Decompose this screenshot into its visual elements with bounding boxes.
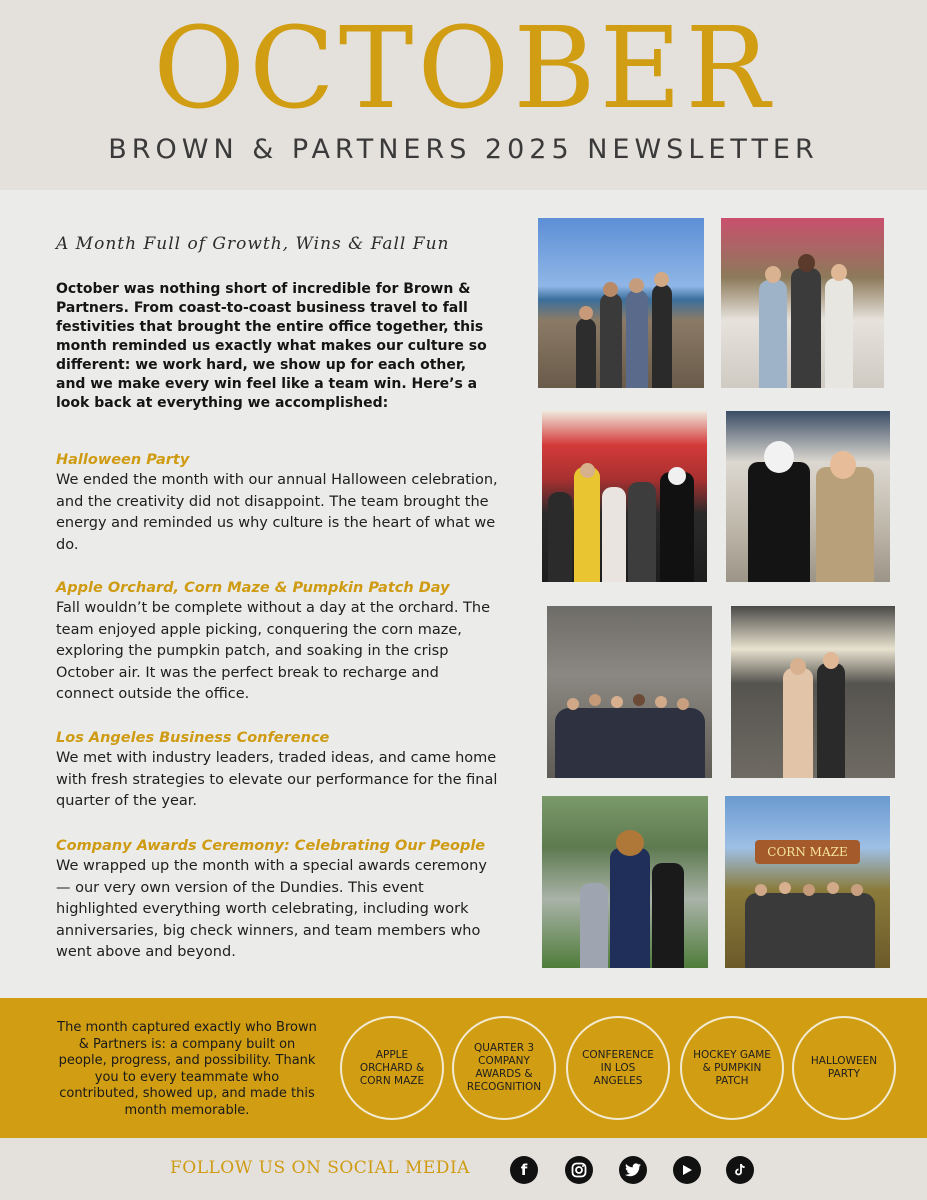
main-content — [0, 190, 927, 998]
summary-band — [0, 998, 927, 1138]
section-title: Los Angeles Business Conference — [56, 730, 330, 746]
page-title: OCTOBER — [153, 4, 774, 134]
youtube-icon[interactable] — [673, 1156, 701, 1184]
photo-conference-group — [547, 606, 712, 778]
tagline: A Month Full of Growth, Wins & Fall Fun — [56, 234, 450, 254]
instagram-icon[interactable] — [565, 1156, 593, 1184]
header — [0, 0, 927, 190]
photo-corn-maze-group — [725, 796, 890, 968]
highlight-circle-conference: CONFERENCE IN LOS ANGELES — [566, 1016, 670, 1120]
photo-costume-pair — [726, 411, 890, 582]
highlight-circle-orchard: APPLE ORCHARD & CORN MAZE — [340, 1016, 444, 1120]
highlight-circle-awards: QUARTER 3 COMPANY AWARDS & RECOGNITION — [452, 1016, 556, 1120]
twitter-icon[interactable] — [619, 1156, 647, 1184]
section-title: Apple Orchard, Corn Maze & Pumpkin Patch Day — [56, 580, 450, 596]
follow-label: FOLLOW US ON SOCIAL MEDIA — [170, 1158, 470, 1178]
photo-hockey-mascot — [542, 796, 708, 968]
highlight-circle-hockey: HOCKEY GAME & PUMPKIN PATCH — [680, 1016, 784, 1120]
highlight-circle-halloween: HALLOWEEN PARTY — [792, 1016, 896, 1120]
section-la-conference — [56, 728, 501, 813]
tiktok-icon[interactable] — [726, 1156, 754, 1184]
section-body: We ended the month with our annual Halloween celebration, and the creativity did not disappoint. The team brought the energy and reminded us why culture is the heart of what we do. — [56, 472, 498, 553]
section-body: We wrapped up the month with a special awards ceremony — our very own version of the Dundies. This event highlighted everything worth celebrating, including work anniversaries, big check winners, and team members who went above and beyond. — [56, 858, 487, 960]
photo-beach-group — [538, 218, 704, 388]
section-title: Halloween Party — [56, 452, 190, 468]
newsletter-subtitle: BROWN & PARTNERS 2025 NEWSLETTER — [108, 134, 819, 165]
photo-halloween-group — [542, 411, 707, 582]
section-body: We met with industry leaders, traded ideas, and came home with fresh strategies to elevate our performance for the final quarter of the year. — [56, 750, 498, 809]
section-body: Fall wouldn’t be complete without a day at the orchard. The team enjoyed apple picking, conquering the corn maze, exploring the pumpkin patch, and soaking in the crisp October air. It was the perfect break to recharge and connect outside the office. — [56, 600, 491, 702]
photo-award-pair — [731, 606, 895, 778]
summary-text: The month captured exactly who Brown & Partners is: a company built on people, progress, and possibility. Thank you to every teammate who contributed, showed up, and made this month memorable. — [57, 1020, 317, 1118]
section-awards — [56, 836, 501, 964]
facebook-icon[interactable]: f — [510, 1156, 538, 1184]
section-title: Company Awards Ceremony: Celebrating Our People — [56, 838, 486, 854]
corn-maze-sign: CORN MAZE — [755, 840, 860, 864]
section-halloween — [56, 450, 501, 556]
photo-event-trio — [721, 218, 884, 388]
intro-paragraph: October was nothing short of incredible for Brown & Partners. From coast-to-coast business travel to fall festivities that brought the entire office together, this month reminded us exactly what makes our culture so different: we work hard, we show up for each other, and we make every win feel like a team win. Here’s a look back at everything we accomplished: — [56, 281, 487, 411]
section-orchard — [56, 578, 501, 706]
social-footer — [0, 1138, 927, 1200]
